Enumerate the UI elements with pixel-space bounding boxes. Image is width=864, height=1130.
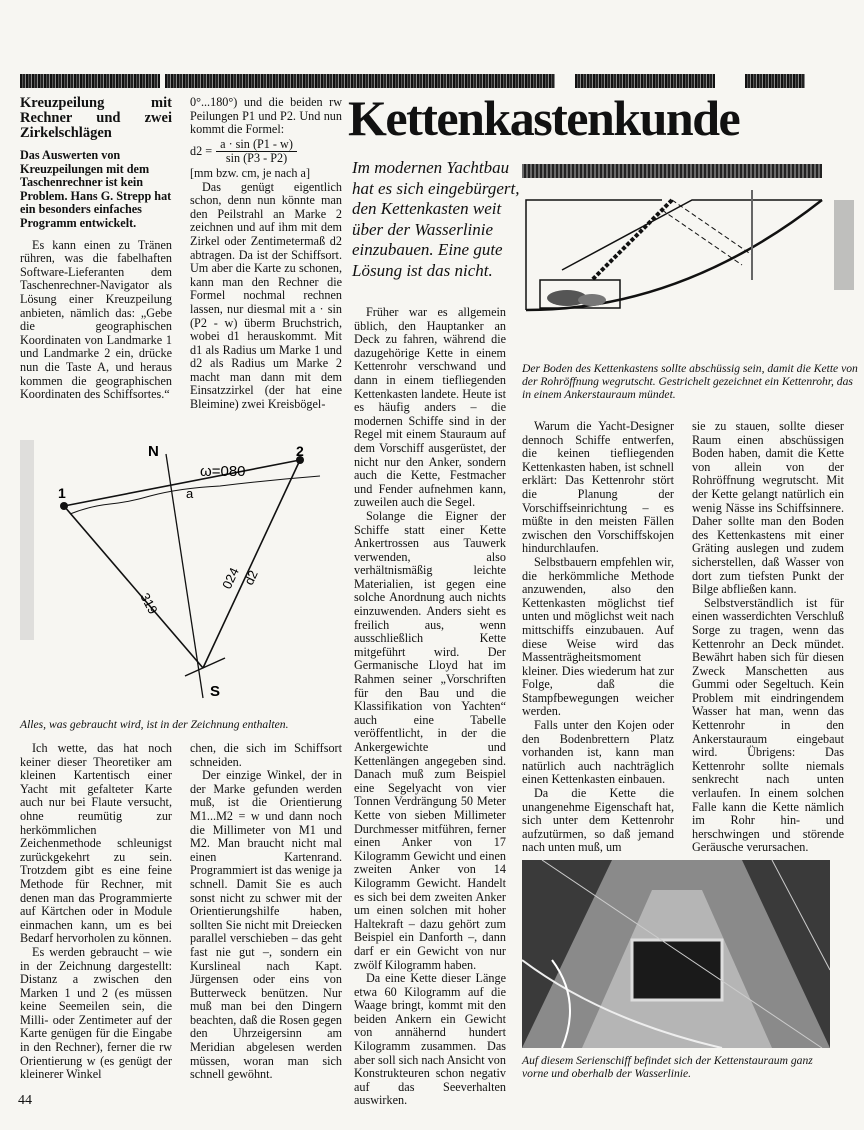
article-paragraph: Warum die Yacht-Designer dennoch Schiffe entwerfen, die keinen tiefliegenden Kettenkasten haben, ist schnell erklärt: Das Kettenrohr stört die Planung der Vorschiffseinrichtung – es müßte in den meisten Fällen zwischen den Vorschiffskojen hindurchlaufen. [522, 419, 674, 556]
svg-text:N [148, 443, 159, 460]
sidebar-paragraph: 0°...180°) und die beiden rw Peilungen P1 und P2. Und nun kommt die Formel: [190, 95, 342, 137]
formula-denominator: sin (P3 - P2) [225, 151, 288, 166]
sidebar-paragraph: Es kann einen zu Tränen rühren, was die fabelhaften Software-Lieferanten dem Taschenrechner-Navigator als Lösung einer Kreuzpeilung anbieten, nämlich das: „Gebe die geographischen Koordinaten von Landmarke 1 und Landmarke 2 ein, drücke nun die Taste A, und heraus kommen die geographischen Koordinaten des Schiffsortes.“ [20, 237, 172, 402]
d2-label: d2 [241, 567, 261, 588]
svg-text:a [186, 486, 194, 501]
sidebar-kicker: Kreuzpeilung mit Rechner und zwei Zirkelschlägen [20, 95, 172, 141]
formula-unit: [mm bzw. cm, je nach a] [190, 165, 311, 180]
sidebar-paragraph: Ich wette, das hat noch keiner dieser Theoretiker am kleinen Kartentisch einer Yacht mit gefalteter Karte auch nur bei Flaute versucht, ohne reumütig zur herkömmlichen Zeichenmethode schleunigst zurückgekehrt zu sein. Trotzdem gibt es eine feine Methode für Rechner, mit denen man das Programmierte auf Kärtchen oder in Module einmachen kann, um es bei Bedarf hervorholen zu können. [20, 741, 172, 946]
header-band-right [575, 74, 715, 88]
deck-text: Im modernen Yachtbau hat es sich eingebürgert, den Kettenkasten weit über der Wasserlinie einzubauen. Eine gute Lösung ist das nicht. [352, 158, 520, 280]
formula [190, 138, 342, 166]
chain-locker-drawing [522, 160, 858, 356]
sidebar-paragraph: chen, die sich im Schiffsort schneiden. [190, 741, 342, 769]
article-col-b [522, 420, 674, 855]
bearing2-label: 024 [219, 565, 242, 592]
article-paragraph: Solange die Eigner der Schiffe statt einer Kette Ankertrossen aus Tauwerk verwenden, also verhältnismäßig leichte Materialien, ist gegen eine solche Anordnung auch nichts einzuwenden. Anders sieht es freilich aus, wenn ausschließlich Kette mitgeführt wird. Der Germanische Lloyd hat im Rahmen seiner „Vorschriften für den Bau und die Klassifikation von Yachten“ auch eine Tabelle veröffentlicht, in der die Ankergewichte und Kettenlängen angegeben sind. Danach muß zum Beispiel eine Segelyacht von vier Tonnen Verdrängung 50 Meter Kette von sieben Millimeter Durchmesser mitführen, ferner einen Anker von 17 Kilogramm Gewicht und einen zweiten Anker von 14 Kilogramm Gewicht. Handelt es sich bei dem zweiten Anker um einen solchen mit hoher Haltekraft – dazu gehört zum Beispiel ein Danforth –, dann darf er ein Gewicht von nur zwölf Kilogramm haben. [354, 508, 506, 972]
sidebar-col1-top [20, 96, 172, 402]
header-band-left [20, 74, 160, 88]
svg-text:2 [296, 443, 304, 459]
page-number: 44 [18, 1093, 32, 1108]
sidebar-paragraph: Das genügt eigentlich schon, denn nun könnte man den Peilstrahl an Marke 2 zeichnen und auf ihm mit dem Zirkel oder Zentimetermaß d2 abtragen. Da ist der Schiffsort. Um aber die Karte zu schonen, kann man den Rechner die Formel nochmal rechnen lassen, nur diesmal mit a · sin (P2 - w) überm Bruchstrich, wobei d1 herauskommt. Mit d1 als Radius um Marke 1 und d2 als Radius um Marke 2 macht man dann mit dem Einsatzzirkel (der hat eine Bleimine) zwei Kreisbögel- [190, 179, 342, 412]
sidebar-col2-bottom [190, 742, 342, 1082]
bearing1-label: 319 [137, 590, 161, 617]
article-paragraph: Da die Kette die unangenehme Eigenschaft hat, sich unter dem Kettenrohr aufzutürmen, so daß jemand nach unten muß, um [522, 786, 674, 855]
formula-fraction [216, 138, 297, 166]
ship-label: S [210, 683, 221, 700]
article-paragraph: Falls unter den Kojen oder den Bodenbrettern Platz vorhanden ist, kann man natürlich auch nachträglich einen Kettenkasten einbauen. [522, 718, 674, 787]
orientation-label: ω=080 [200, 463, 246, 480]
bearing-diagram [20, 436, 340, 712]
svg-text:319 [137, 590, 160, 616]
svg-text:ω=080 [200, 463, 246, 480]
sidebar-paragraph: Der einzige Winkel, der in der Marke gefunden werden muß, ist die Orientierung M1...M2 = w und dann noch die Millimeter von M1 und M2. Man braucht nicht mal einen Kartenrand. Programmiert ist das wenige ja schnell. Damit Sie es auch sonst nicht zu schwer mit der Orientierungshilfe haben, sollten Sie nicht mit Dreiecken parallel verschieben – das geht fast nie gut –, sondern ein Kurslineal nach Kapt. Jürgensen oder eins von Butterweck benützen. Nur muß man bei den Dingern beachten, daß die Rosen gegen den Uhrzeigersinn am Meridian abgelesen werden müssen, woran man sich schnell gewöhnt. [190, 768, 342, 1082]
sidebar-lead: Das Auswerten von Kreuzpeilungen mit dem Taschenrechner ist kein Problem. Hans G. Strepp hat ein besonders einfaches Programm entwickelt. [20, 148, 172, 230]
article-paragraph: Da eine Kette dieser Länge etwa 60 Kilogramm auf die Waage bringt, kommt mit den beiden Ankern ein Gewicht von annähernd hundert Kilogramm zusammen. Das aber soll sich nach Ansicht von Konstrukteuren schon negativ auf das Seeverhalten auswirken. [354, 971, 506, 1108]
svg-text:1 [58, 485, 66, 501]
mark1-label: 1 [58, 485, 66, 501]
header-band-mid [165, 74, 555, 88]
header-band-far-right [745, 74, 805, 88]
article-paragraph: Selbstverständlich ist für einen wasserdichten Verschluß Sorge zu tragen, wenn das Kettenrohr an Deck mündet. Bewährt haben sich für diesen Zweck Manschetten aus Gummi oder Segeltuch. Kein Problem mit eindringendem Wasser hat man, wenn das Kettenrohr in den Ankerstauraum eingebaut wird. Übrigens: Das Kettenrohr sollte niemals senkrecht nach unten verlaufen. In einem solchen Falle kann die Kette nämlich im Rohr hin- und herschwingen und störende Geräusche verursachen. [692, 595, 844, 855]
mark2-label: 2 [296, 443, 304, 459]
sidebar-col2-top [190, 96, 342, 412]
formula-numerator: a · sin (P1 - w) [216, 138, 297, 153]
diagram-caption: Alles, was gebraucht wird, ist in der Zeichnung enthalten. [20, 718, 289, 731]
svg-text:d2 [241, 568, 261, 587]
article-paragraph: sie zu stauen, sollte dieser Raum einen abschüssigen Boden haben, damit die Kette von allein von der Rohröffnung wegrutscht. Mit der Kette gelangt natürlich ein wenig Nässe ins Schiffsinnere. Daher sollte man den Boden des Kettenkastens mit einer Gräting auslegen und zudem sicherstellen, daß Wasser von dort zum tiefsten Punkt der Bilge abfließen kann. [692, 419, 844, 597]
page-title: Kettenkastenkunde [348, 90, 740, 146]
article-col-a [354, 306, 506, 1108]
figure-caption: Der Boden des Kettenkastens sollte abschüssig sein, damit die Kette von der Rohröffnung wegrutscht. Gestrichelt gezeichnet ein Kettenrohr, das in einem Ankerstauraum mündet. [522, 362, 858, 401]
article-col-c [692, 420, 844, 855]
svg-text:024 [219, 565, 242, 591]
formula-lhs: d2 = [190, 144, 213, 159]
sidebar-col1-bottom [20, 742, 172, 1082]
distance-label: a [186, 486, 194, 501]
article-paragraph: Früher war es allgemein üblich, den Hauptanker an Deck zu fahren, während die dazugehörige Kette in einem Kettenrohr verschwand und dann in einem tiefliegenden Kettenkasten landete. Heute ist es häufig anders – die modernen Schiffe sind in der Regel mit einem Stauraum auf dem Vorschiff ausgerüstet, der nicht nur den Anker, sondern auch die Kette, Festmacher und Fender aufnehmen kann, zuweilen auch die Segel. [354, 305, 506, 510]
yacht-bow-photo [522, 860, 830, 1048]
svg-text:S [210, 683, 220, 700]
article-paragraph: Selbstbauern empfehlen wir, die herkömmliche Methode anzuwenden, also den Kettenkasten möglichst tief unten und möglichst weit nach mittschiffs einzubauen. Auf diese Weise wird das Massenträgheitsmoment kleiner. Dies wiederum hat zur Folge, daß die Stampfbewegungen weicher werden. [522, 554, 674, 719]
north-label: N [148, 443, 159, 460]
sidebar-paragraph: Es werden gebraucht – wie in der Zeichnung dargestellt: Distanz a zwischen den Marken 1 und 2 (es müssen keine Seemeilen sein, die Milli- oder Zentimeter auf der Karte genügen für die Eingabe in den Rechner), ferner die rw Orientierung w (es genügt der kleinerer Winkel [20, 944, 172, 1082]
photo-caption: Auf diesem Serienschiff befindet sich der Kettenstauraum ganz vorne und oberhalb der Wasserlinie. [522, 1054, 813, 1080]
